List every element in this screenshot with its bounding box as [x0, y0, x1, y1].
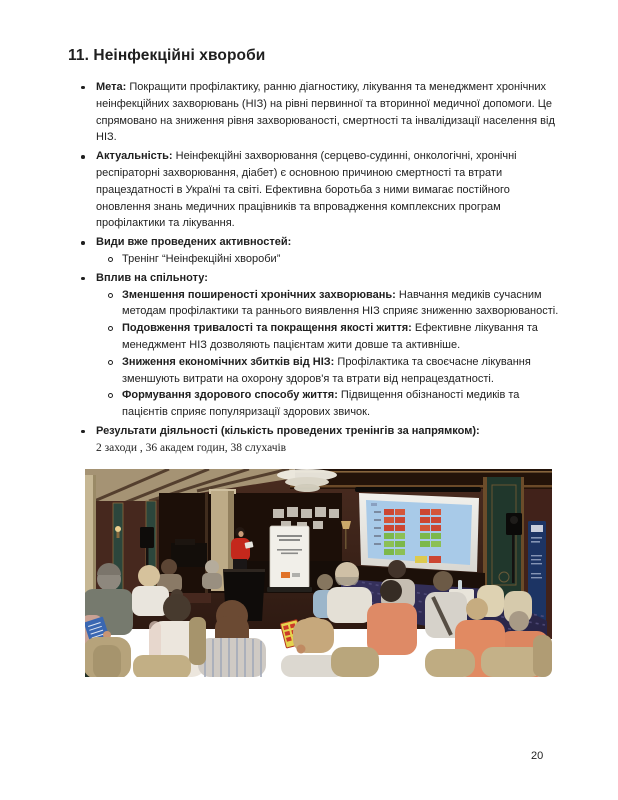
bullet-relevance-text: Неінфекційні захворювання (серцево-судинні, онкологічні, хронічні респіраторні захворювання, діабет) є основною причиною смертності та втрати працездатності в Україні та світі. Ефективна боротьба з ними вимагає постійного оновлення знань медичних працівників та впровадження комплексних програм профілактики та лікування.: [96, 150, 517, 230]
impact-item-label: Зниження економічних збитків від НІЗ:: [122, 355, 335, 368]
bullet-meta-label: Мета:: [96, 81, 127, 93]
impact-item-label: Подовження тривалості та покращення якості життя:: [122, 322, 412, 335]
activity-item-text: Тренінг “Неінфекційні хвороби”: [122, 252, 281, 265]
training-photo-image: [85, 469, 552, 677]
impact-item-economics: [68, 354, 560, 388]
impact-item-text: Профілактика та своєчасне лікування зменшують витрати на охорону здоров'я та втрати від непрацездатності.: [122, 355, 531, 385]
impact-item-label: Зменшення поширеності хронічних захворювань:: [122, 288, 396, 301]
impact-item-longevity: [68, 320, 560, 354]
bullet-impact: [68, 270, 560, 287]
bullet-activities-label: Види вже проведених активностей:: [96, 236, 292, 249]
bullet-impact-label: Вплив на спільноту:: [96, 271, 208, 284]
impact-item-prevalence: [68, 287, 560, 321]
impact-item-text: Навчання медиків сучасним методам профілактики та раннього виявлення НІЗ сприяє зниженню захворюваності.: [122, 288, 559, 318]
page-title: 11. Неінфекційні хвороби: [68, 47, 266, 64]
bullet-meta-text: Покращити профілактику, ранню діагностику, лікування та менеджмент хронічних неінфекційних захворювань (НІЗ) на рівні первинної та вторинної медичної допомоги. Це спрямовано на зниження рівня захворюваності, смертності та інвалідизації населення від НІЗ.: [96, 81, 555, 144]
bullet-meta: [68, 79, 560, 146]
impact-item-text: Підвищення обізнаності медиків та пацієнтів сприяє популяризації здорових звичок.: [122, 389, 520, 419]
training-photo: [85, 469, 552, 677]
bullet-relevance: [68, 148, 560, 232]
impact-item-healthy-lifestyle: [68, 387, 560, 421]
bullet-results: [68, 423, 560, 440]
document-page: [68, 48, 560, 677]
impact-item-text: Ефективне лікування та менеджмент НІЗ дозволяють пацієнтам жити довше та активніше.: [122, 322, 538, 351]
page-number: 20: [531, 750, 544, 762]
activity-item: [68, 251, 560, 268]
bullet-results-label: Результати діяльності (кількість проведених тренінгів за напрямком):: [96, 424, 480, 437]
impact-item-label: Формування здорового способу життя:: [122, 389, 338, 402]
results-line: 2 заходи , 36 академ годин, 38 слухачів: [96, 441, 287, 454]
bullet-relevance-label: Актуальність:: [96, 150, 173, 163]
bullet-activities: [68, 234, 560, 251]
